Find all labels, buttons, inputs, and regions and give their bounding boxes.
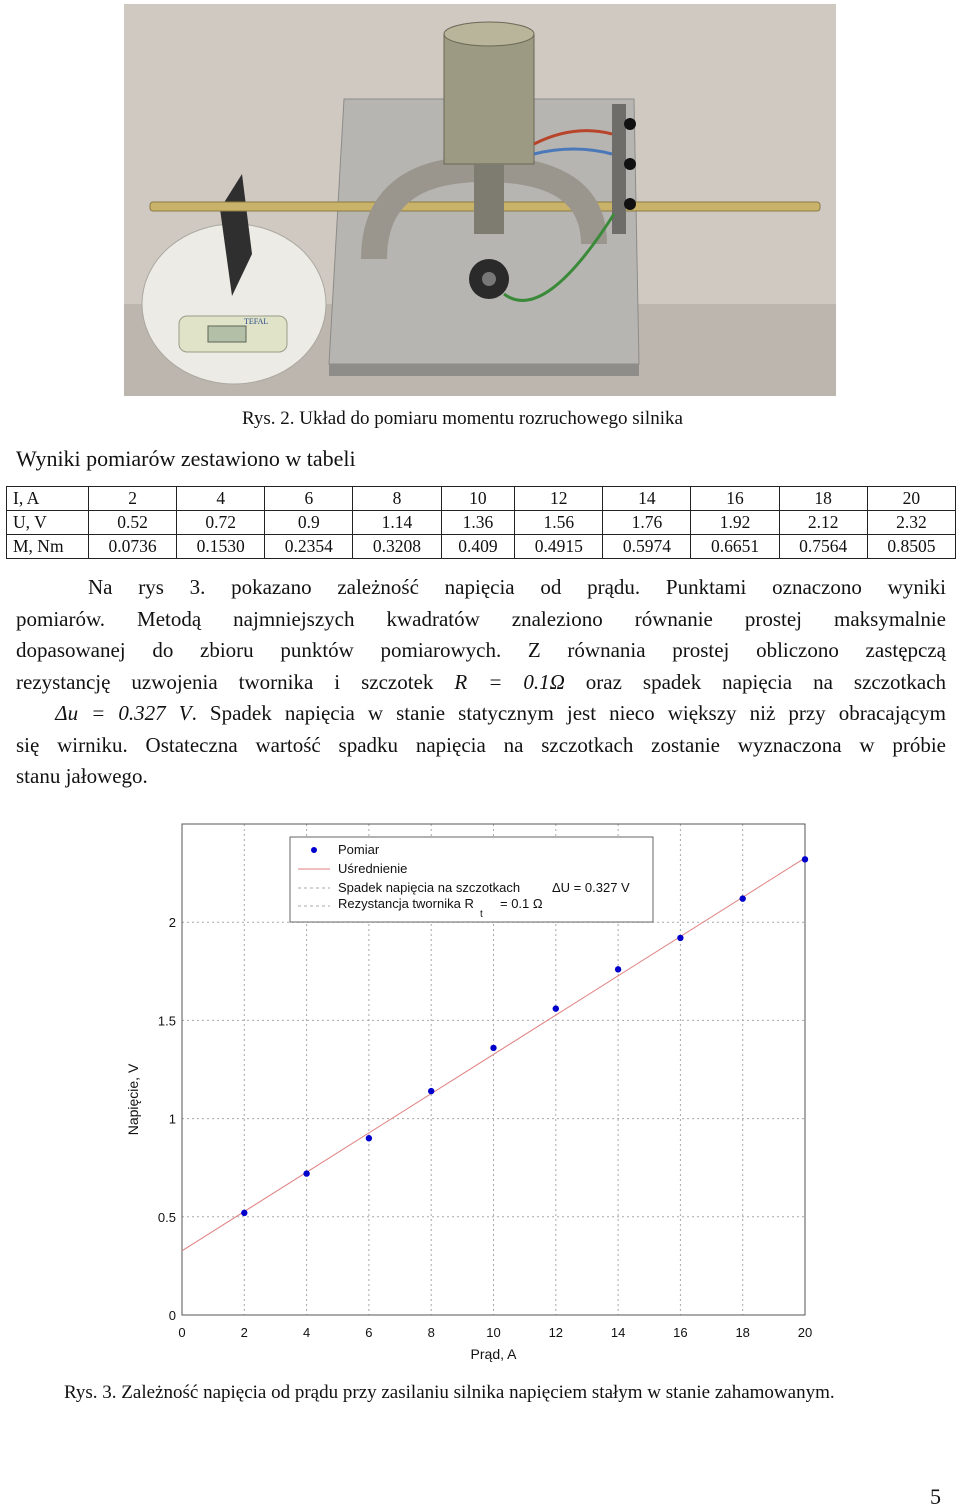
table-cell: 0.409 (441, 535, 515, 559)
table-cell: 10 (441, 487, 515, 511)
table-cell: 0.2354 (265, 535, 353, 559)
x-axis-label: Prąd, A (470, 1346, 517, 1362)
table-cell: 18 (779, 487, 867, 511)
legend-label: Uśrednienie (338, 861, 408, 876)
x-tick-label: 4 (302, 1325, 311, 1340)
table-cell: 14 (603, 487, 691, 511)
table-cell: 0.8505 (867, 535, 955, 559)
page-number: 5 (930, 1484, 941, 1507)
table-cell: 0.7564 (779, 535, 867, 559)
paragraph-line-2: pomiarów. Metodą najmniejszych kwadratów znaleziono równanie prostej maksymalnie (16, 606, 946, 631)
table-cell: 12 (515, 487, 603, 511)
voltage-drop-formula: Δu = 0.327 V (55, 701, 192, 725)
table-cell: 0.4915 (515, 535, 603, 559)
row-label: I, A (7, 487, 89, 511)
table-cell: 0.1530 (177, 535, 265, 559)
figure2-caption: Rys. 2. Układ do pomiaru momentu rozruchowego silnika (242, 408, 683, 429)
y-tick-label: 0.5 (157, 1209, 176, 1225)
table-cell: 1.36 (441, 511, 515, 535)
paragraph-line-6: się wirniku. Ostateczna wartość spadku napięcia na szczotkach zostanie wyznaczona w próbie (16, 732, 946, 757)
y-tick-label: 0 (168, 1308, 176, 1323)
table-cell: 0.6651 (691, 535, 779, 559)
data-point (241, 1210, 247, 1216)
table-cell: 1.92 (691, 511, 779, 535)
paragraph-line-1: Na rys 3. pokazano zależność napięcia od prądu. Punktami oznaczono wyniki (88, 575, 946, 599)
table-cell: 2.12 (779, 511, 867, 535)
legend-marker-points (311, 847, 317, 853)
table-row (7, 487, 956, 511)
data-point (490, 1045, 496, 1051)
table-cell: 2 (89, 487, 177, 511)
x-tick-label: 8 (427, 1325, 435, 1340)
x-tick-label: 16 (673, 1325, 688, 1340)
paragraph-line-4: rezystancję uzwojenia twornika i szczotek R = 0.1Ω oraz spadek napięcia na szczotkach (16, 669, 947, 694)
body-paragraph (16, 572, 946, 793)
paragraph-line-7: stanu jałowego. (16, 764, 148, 788)
x-tick-label: 2 (240, 1325, 248, 1340)
data-point (366, 1135, 372, 1141)
y-axis-label: Napięcie, V (125, 1063, 141, 1136)
data-point (615, 966, 621, 972)
y-tick-label: 1 (168, 1111, 176, 1127)
table-cell: 0.5974 (603, 535, 691, 559)
x-tick-label: 12 (548, 1325, 564, 1340)
table-cell: 20 (867, 487, 955, 511)
legend-label: Rezystancja twornika R (338, 896, 474, 911)
table-cell: 0.9 (265, 511, 353, 535)
y-tick-label: 2 (168, 915, 176, 931)
table-cell: 0.3208 (353, 535, 441, 559)
table-cell: 0.52 (89, 511, 177, 535)
x-tick-label: 6 (365, 1325, 373, 1340)
table-cell: 16 (691, 487, 779, 511)
x-tick-label: 20 (797, 1325, 813, 1340)
data-point (553, 1005, 559, 1011)
paragraph-line-5: Δu = 0.327 V. Spadek napięcia w stanie statycznym jest nieco większy niż przy obracającym (55, 701, 947, 725)
x-tick-label: 0 (178, 1325, 186, 1340)
legend-label: Spadek napięcia na szczotkach (338, 880, 521, 895)
data-point (802, 856, 808, 862)
results-table-body (7, 487, 956, 559)
intro-text: Wyniki pomiarów zestawiono w tabeli (16, 446, 356, 471)
data-point (303, 1170, 309, 1176)
scale-brand: TEFAL (244, 317, 269, 326)
table-cell: 1.56 (515, 511, 603, 535)
results-table (6, 486, 956, 559)
data-point (428, 1088, 434, 1094)
figure3-caption: Rys. 3. Zależność napięcia od prądu przy zasilaniu silnika napięciem stałym w stanie zahamowanym. (64, 1382, 835, 1403)
row-label: U, V (7, 511, 89, 535)
legend-label: Pomiar (338, 842, 380, 857)
legend-subscript: t (480, 909, 483, 920)
paragraph-line-3: dopasowanej do zbioru punktów pomiarowych. Z równania prostej obliczono zastępczą (16, 638, 946, 662)
data-point (677, 935, 683, 941)
table-cell: 4 (177, 487, 265, 511)
row-label: M, Nm (7, 535, 89, 559)
legend-delta-u: ΔU = 0.327 V (552, 880, 630, 895)
x-tick-label: 14 (610, 1325, 626, 1340)
y-tick-label: 1.5 (157, 1013, 176, 1029)
table-cell: 2.32 (867, 511, 955, 535)
data-point (740, 895, 746, 901)
resistance-formula: R = 0.1Ω (454, 669, 565, 694)
table-cell: 6 (265, 487, 353, 511)
x-tick-label: 18 (735, 1325, 750, 1340)
table-cell: 0.0736 (89, 535, 177, 559)
x-tick-label: 10 (486, 1325, 501, 1340)
table-cell: 8 (353, 487, 441, 511)
table-cell: 1.14 (353, 511, 441, 535)
table-row (7, 511, 956, 535)
table-cell: 1.76 (603, 511, 691, 535)
table-row (7, 535, 956, 559)
voltage-current-chart (100, 812, 840, 1372)
legend-r-value: = 0.1 Ω (500, 896, 543, 911)
table-cell: 0.72 (177, 511, 265, 535)
setup-photo (124, 4, 836, 396)
